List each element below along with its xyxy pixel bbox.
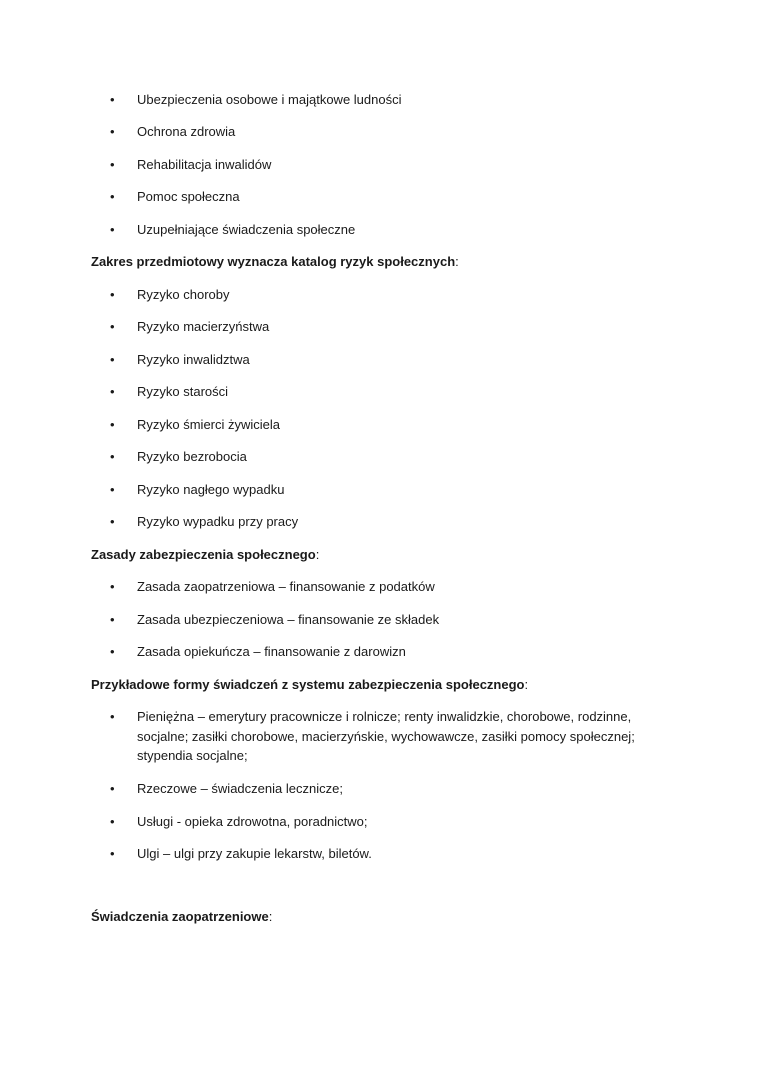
heading-colon: : (315, 547, 320, 562)
bullet-icon: • (110, 319, 115, 334)
section-heading (91, 907, 272, 926)
bullet-icon: • (110, 124, 115, 139)
heading-text: Zakres przedmiotowy wyznacza katalog ryzyk społecznych (91, 254, 456, 269)
list-item-text: Uzupełniające świadczenia społeczne (137, 222, 356, 237)
section-heading (91, 545, 319, 564)
bullet-icon: • (110, 449, 115, 464)
list-item-text: Zasada zaopatrzeniowa – finansowanie z podatków (137, 579, 435, 594)
list-item-text: Ryzyko choroby (137, 287, 230, 302)
list-item-text: Zasada ubezpieczeniowa – finansowanie ze składek (137, 612, 440, 627)
heading-colon: : (455, 254, 459, 269)
bullet-icon: • (110, 92, 115, 107)
bullet-icon: • (110, 222, 115, 237)
list-item-text: Pieniężna – emerytury pracownicze i rolnicze; renty inwalidzkie, chorobowe, rodzinne, socjalne; zasiłki chorobowe, macierzyńskie, wychowawcze, zasiłki pomocy społecznej; stypendia socjalne; (137, 709, 635, 763)
list-item-text: Ochrona zdrowia (137, 124, 236, 139)
bullet-icon: • (110, 352, 115, 367)
list-item-text: Rehabilitacja inwalidów (137, 157, 272, 172)
bullet-icon: • (110, 781, 115, 796)
heading-text: Przykładowe formy świadczeń z systemu zabezpieczenia społecznego (91, 677, 525, 692)
bullet-icon: • (110, 417, 115, 432)
section-heading (91, 252, 459, 271)
heading-colon: : (524, 677, 529, 692)
list-item-text: Ryzyko macierzyństwa (137, 319, 270, 334)
list-item-text: Zasada opiekuńcza – finansowanie z darowizn (137, 644, 406, 659)
list-item-text: Rzeczowe – świadczenia lecznicze; (137, 781, 343, 796)
list-item-text: Usługi - opieka zdrowotna, poradnictwo; (137, 814, 368, 829)
bullet-icon: • (110, 709, 115, 724)
bullet-icon: • (110, 384, 115, 399)
heading-text: Zasady zabezpieczenia społecznego (91, 547, 316, 562)
bullet-icon: • (110, 644, 115, 659)
list-item-text: Ryzyko bezrobocia (137, 449, 247, 464)
list-item-text: Ryzyko inwalidztwa (137, 352, 250, 367)
bullet-icon: • (110, 579, 115, 594)
heading-text: Świadczenia zaopatrzeniowe (91, 909, 269, 924)
list-item-text: Ubezpieczenia osobowe i majątkowe ludności (137, 92, 402, 107)
heading-colon: : (268, 909, 273, 924)
bullet-icon: • (110, 157, 115, 172)
bullet-icon: • (110, 612, 115, 627)
bullet-icon: • (110, 814, 115, 829)
bullet-icon: • (110, 287, 115, 302)
list-item-text: Ryzyko nagłego wypadku (137, 482, 285, 497)
list-item-text: Ryzyko starości (137, 384, 229, 399)
list-item-text: Ulgi – ulgi przy zakupie lekarstw, biletów. (137, 846, 372, 861)
list-item-text: Ryzyko śmierci żywiciela (137, 417, 281, 432)
list-item-text: Pomoc społeczna (137, 189, 240, 204)
bullet-icon: • (110, 514, 115, 529)
list-item-text: Ryzyko wypadku przy pracy (137, 514, 299, 529)
section-heading (91, 675, 528, 694)
bullet-icon: • (110, 846, 115, 861)
bullet-icon: • (110, 189, 115, 204)
bullet-icon: • (110, 482, 115, 497)
